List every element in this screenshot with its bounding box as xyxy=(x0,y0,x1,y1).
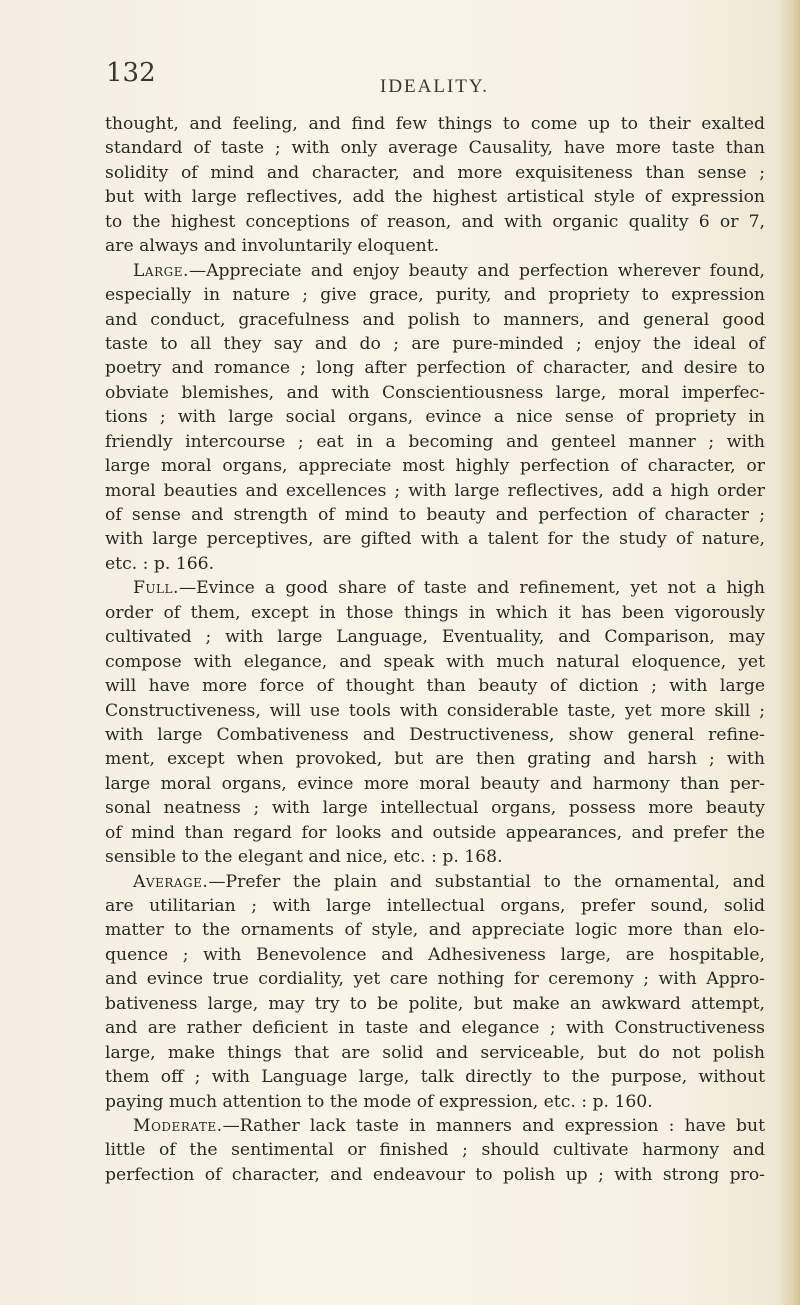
text-line xyxy=(105,699,765,723)
line-text: standard of taste ; with only average Causality, have more taste than xyxy=(105,138,765,159)
section-term: Large. xyxy=(133,260,189,281)
line-text: little of the sentimental or finished ; should cultivate harmony and xyxy=(105,1140,765,1161)
line-text: will have more force of thought than beauty of diction ; with large xyxy=(105,676,765,697)
line-text: Constructiveness, will use tools with considerable taste, yet more skill ; xyxy=(105,700,765,721)
text-line xyxy=(105,308,765,332)
line-text: perfection of character, and endeavour to polish up ; with strong pro- xyxy=(105,1164,765,1185)
line-text: especially in nature ; give grace, purity, and propriety to expression xyxy=(105,285,765,306)
page-number: 132 xyxy=(106,58,156,88)
text-line xyxy=(105,405,765,429)
text-line xyxy=(105,845,765,869)
text-line xyxy=(105,259,765,283)
line-text: but with large reflectives, add the highest artistical style of expression xyxy=(105,187,765,208)
line-text: —Prefer the plain and substantial to the ornamental, and xyxy=(208,871,765,892)
line-text: compose with elegance, and speak with much natural eloquence, yet xyxy=(105,651,765,672)
line-text: and conduct, gracefulness and polish to manners, and general good xyxy=(105,309,765,330)
text-line xyxy=(105,112,765,136)
text-line xyxy=(105,1163,765,1187)
text-line xyxy=(105,967,765,991)
section-term: Average. xyxy=(133,871,209,892)
text-line xyxy=(105,210,765,234)
line-text: etc. : p. 166. xyxy=(105,553,215,574)
text-line xyxy=(105,943,765,967)
line-text: them off ; with Language large, talk directly to the purpose, without xyxy=(105,1067,765,1088)
text-line xyxy=(105,503,765,527)
line-text: and evince true cordiality, yet care nothing for ceremony ; with Appro- xyxy=(105,969,765,990)
text-line xyxy=(105,381,765,405)
line-text: are always and involuntarily eloquent. xyxy=(105,236,440,257)
text-line xyxy=(105,332,765,356)
line-text: paying much attention to the mode of expression, etc. : p. 160. xyxy=(105,1091,653,1112)
text-line xyxy=(105,1041,765,1065)
text-line xyxy=(105,552,765,576)
section-term: Full. xyxy=(133,578,179,599)
text-line xyxy=(105,1138,765,1162)
line-text: thought, and feeling, and find few things to come up to their exalted xyxy=(105,114,765,134)
text-line xyxy=(105,674,765,698)
running-head: IDEALITY. xyxy=(380,76,489,97)
text-line xyxy=(105,430,765,454)
line-text: large, make things that are solid and serviceable, but do not polish xyxy=(105,1042,765,1063)
text-line xyxy=(105,625,765,649)
line-text: tions ; with large social organs, evince a nice sense of propriety in xyxy=(105,407,765,428)
line-text: to the highest conceptions of reason, and with organic quality 6 or 7, xyxy=(105,211,765,232)
text-line xyxy=(105,1065,765,1089)
text-line xyxy=(105,576,765,600)
text-line xyxy=(105,772,765,796)
text-line xyxy=(105,918,765,942)
line-text: taste to all they say and do ; are pure-minded ; enjoy the ideal of xyxy=(105,333,765,354)
line-text: —Evince a good share of taste and refinement, yet not a high xyxy=(178,578,765,599)
line-text: large moral organs, appreciate most highly perfection of character, or xyxy=(105,456,765,477)
line-text: large moral organs, evince more moral beauty and harmony than per- xyxy=(105,773,765,794)
text-line xyxy=(105,161,765,185)
line-text: friendly intercourse ; eat in a becoming and genteel manner ; with xyxy=(105,431,765,452)
text-line xyxy=(105,650,765,674)
line-text: obviate blemishes, and with Conscientiousness large, moral imperfec- xyxy=(105,382,765,403)
text-line xyxy=(105,870,765,894)
line-text: solidity of mind and character, and more exquisiteness than sense ; xyxy=(105,162,765,183)
line-text: sonal neatness ; with large intellectual organs, possess more beauty xyxy=(105,798,765,819)
text-line xyxy=(105,1090,765,1114)
line-text: cultivated ; with large Language, Eventuality, and Comparison, may xyxy=(105,627,765,648)
line-text: of mind than regard for looks and outside appearances, and prefer the xyxy=(105,822,765,843)
line-text: ment, except when provoked, but are then grating and harsh ; with xyxy=(105,749,765,770)
line-text: with large perceptives, are gifted with a talent for the study of nature, xyxy=(105,529,765,550)
line-text: poetry and romance ; long after perfection of character, and desire to xyxy=(105,358,765,379)
line-text: are utilitarian ; with large intellectual organs, prefer sound, solid xyxy=(105,896,765,916)
text-line xyxy=(105,747,765,771)
text-line xyxy=(105,723,765,747)
text-line xyxy=(105,356,765,380)
text-line xyxy=(105,185,765,209)
line-text: order of them, except in those things in which it has been vigorously xyxy=(105,602,765,623)
text-line xyxy=(105,821,765,845)
text-line xyxy=(105,454,765,478)
line-text: —Appreciate and enjoy beauty and perfection wherever found, xyxy=(188,260,765,281)
text-line xyxy=(105,601,765,625)
line-text: matter to the ornaments of style, and appreciate logic more than elo- xyxy=(105,920,765,941)
text-line xyxy=(105,796,765,820)
line-text: —Rather lack taste in manners and expression : have but xyxy=(222,1115,765,1136)
text-line xyxy=(105,894,765,918)
text-line xyxy=(105,527,765,551)
text-line xyxy=(105,479,765,503)
line-text: and are rather deficient in taste and elegance ; with Constructiveness xyxy=(105,1018,765,1039)
text-line xyxy=(105,234,765,258)
line-text: bativeness large, may try to be polite, but make an awkward attempt, xyxy=(105,993,765,1014)
line-text: moral beauties and excellences ; with large reflectives, add a high order xyxy=(105,480,765,501)
page-edge-shadow xyxy=(778,0,800,1305)
line-text: sensible to the elegant and nice, etc. : p. 168. xyxy=(105,847,503,868)
text-line xyxy=(105,283,765,307)
text-line xyxy=(105,1016,765,1040)
line-text: of sense and strength of mind to beauty and perfection of character ; xyxy=(105,505,765,525)
section-term: Moderate. xyxy=(133,1115,223,1136)
body-text xyxy=(105,112,765,1187)
text-line xyxy=(105,136,765,160)
line-text: quence ; with Benevolence and Adhesiveness large, are hospitable, xyxy=(105,944,765,965)
line-text: with large Combativeness and Destructiveness, show general refine- xyxy=(105,724,765,745)
text-line xyxy=(105,1114,765,1138)
text-line xyxy=(105,992,765,1016)
